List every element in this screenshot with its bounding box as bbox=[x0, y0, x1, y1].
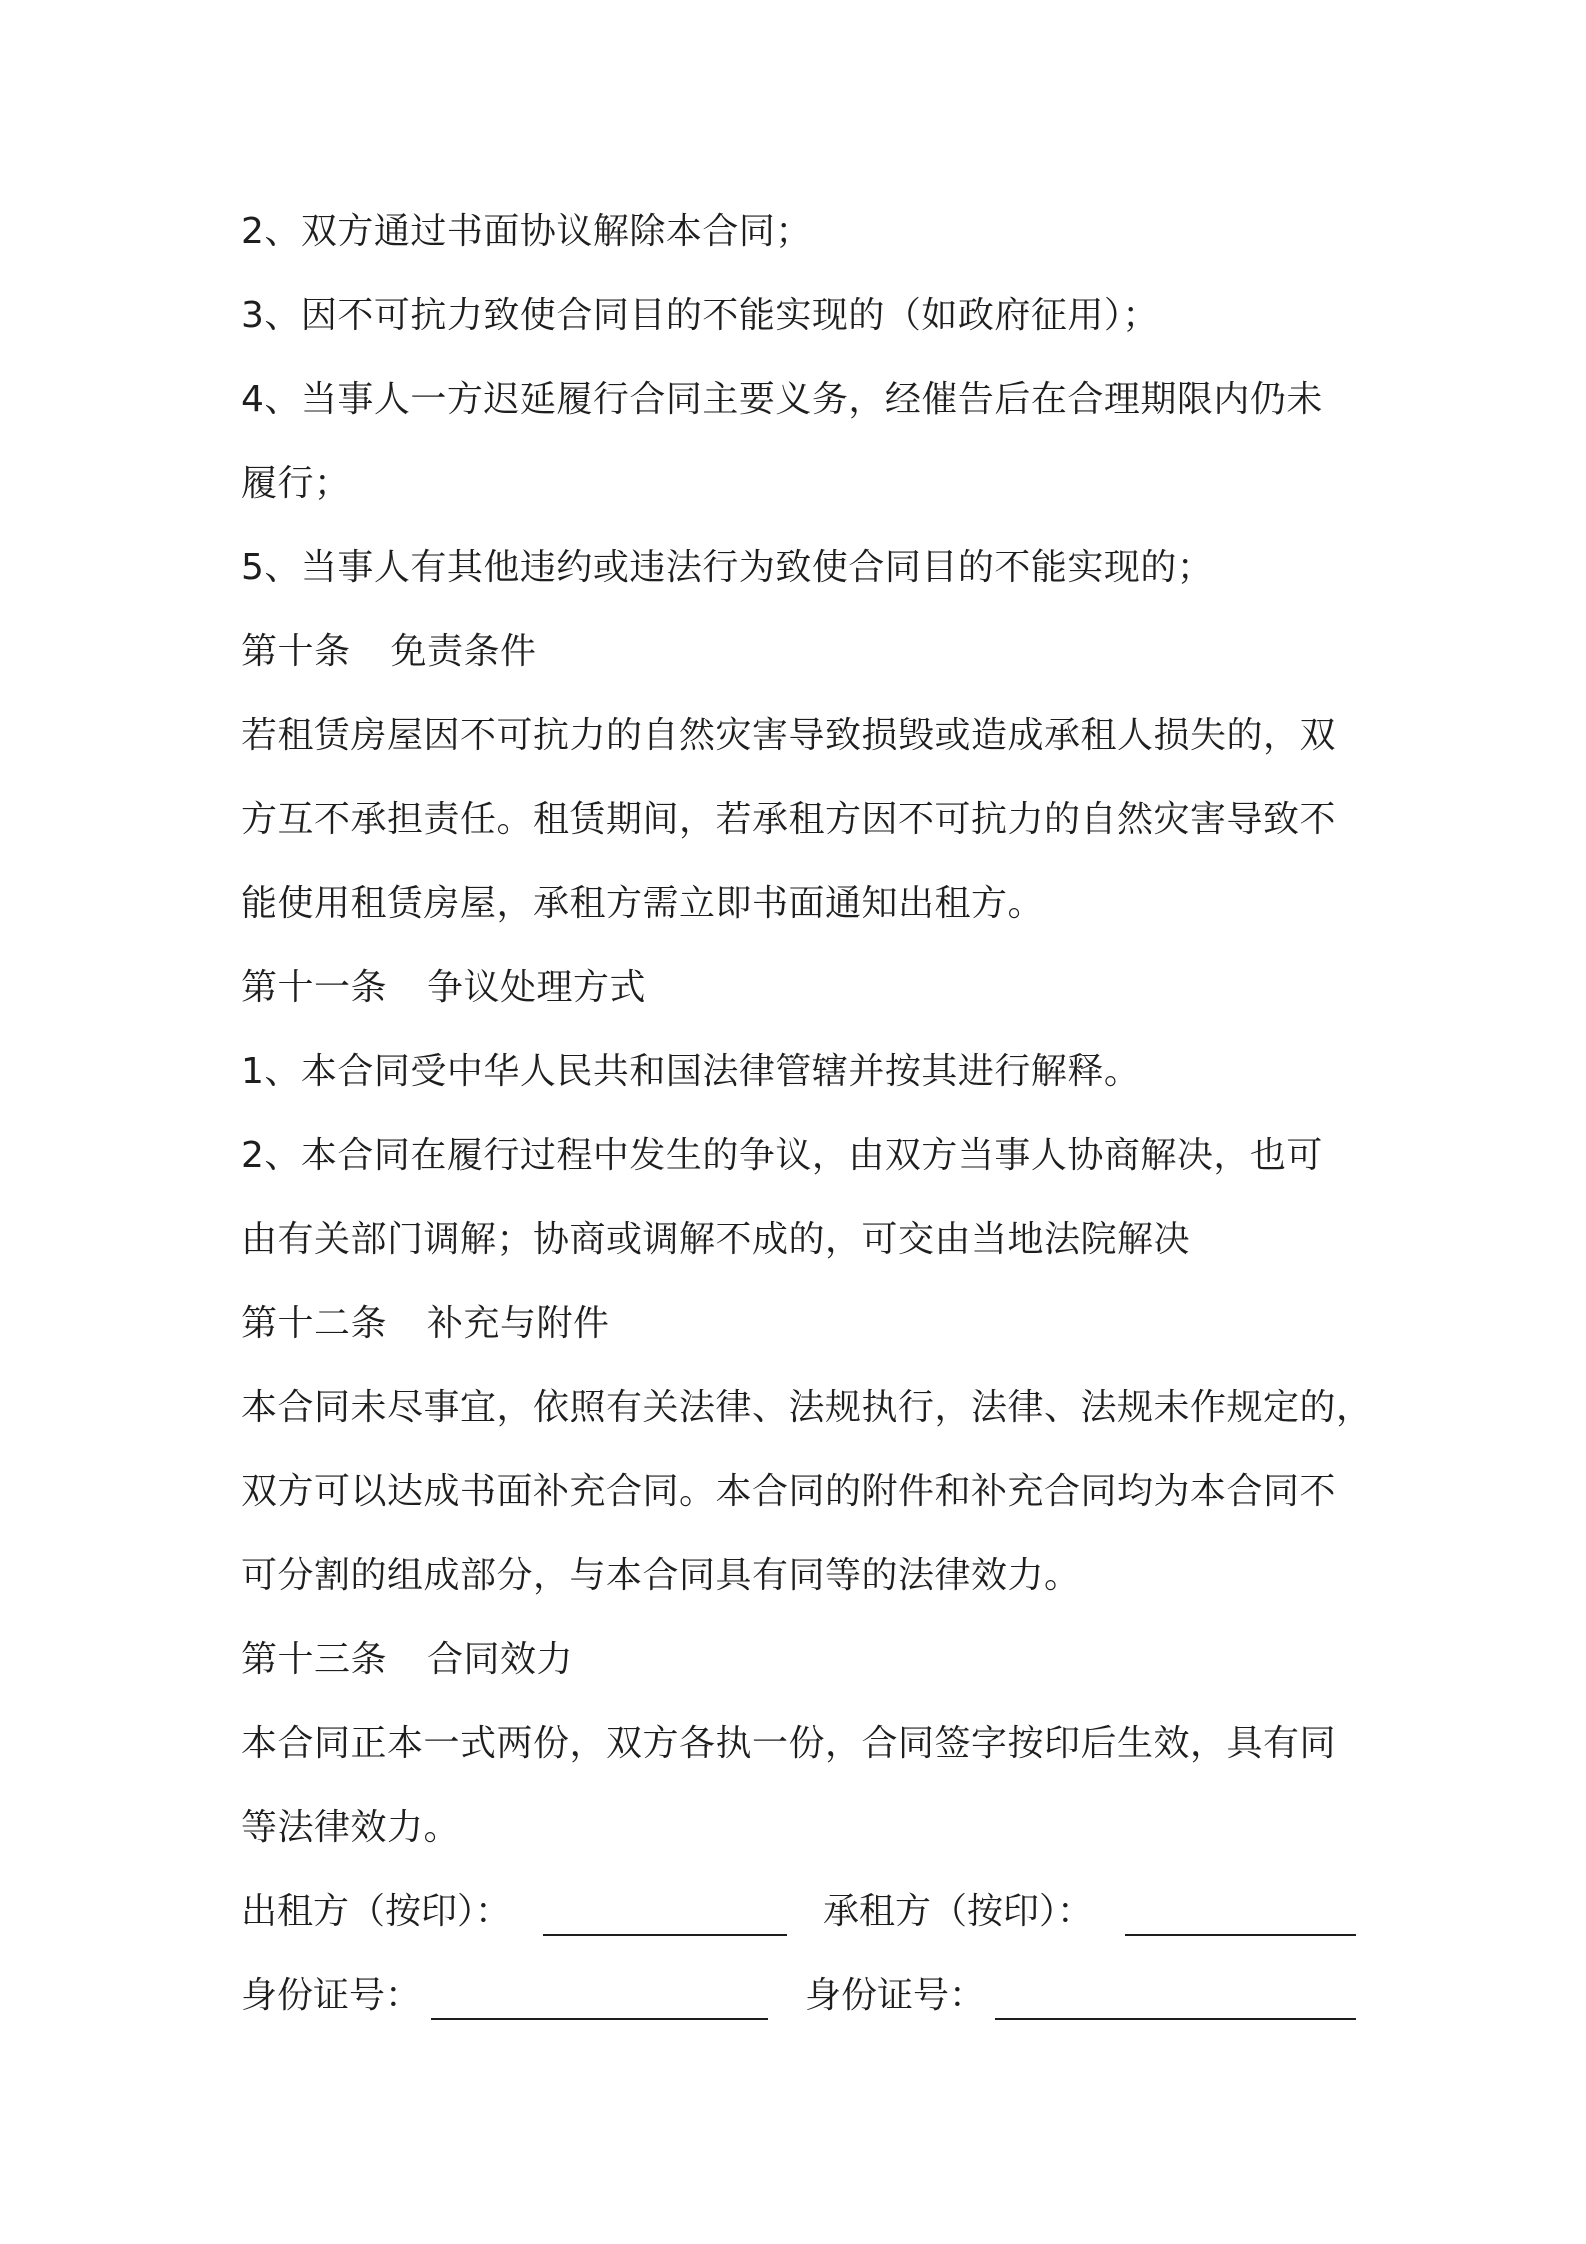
article-13-number: 第十三条 bbox=[241, 1639, 388, 1680]
article-13-text-line: 本合同正本一式两份，双方各执一份，合同签字按印后生效，具有同 bbox=[241, 1723, 1337, 1764]
article-12-text-line: 可分割的组成部分，与本合同具有同等的法律效力。 bbox=[241, 1555, 1081, 1596]
termination-clause-3: 3、因不可抗力致使合同目的不能实现的（如政府征用）； bbox=[241, 295, 1159, 336]
lessor-id-line[interactable] bbox=[431, 2018, 768, 2020]
article-11-title: 争议处理方式 bbox=[427, 967, 647, 1008]
article-10-text-line: 能使用租赁房屋，承租方需立即书面通知出租方。 bbox=[241, 883, 1045, 924]
article-13-text-line: 等法律效力。 bbox=[241, 1807, 461, 1848]
article-12-title: 补充与附件 bbox=[427, 1303, 610, 1344]
termination-clause-4: 4、当事人一方迟延履行合同主要义务，经催告后在合理期限内仍未 bbox=[241, 379, 1323, 420]
signature-row-lessor-lessee bbox=[241, 1870, 1356, 1954]
signature-row-id-numbers bbox=[241, 1954, 1356, 2038]
termination-clause-4-cont: 履行； bbox=[241, 463, 351, 504]
article-10-text-line: 若租赁房屋因不可抗力的自然灾害导致损毁或造成承租人损失的，双 bbox=[241, 715, 1337, 756]
article-12-heading bbox=[241, 1282, 1356, 1366]
lessee-id-line[interactable] bbox=[995, 2018, 1356, 2020]
article-11-number: 第十一条 bbox=[241, 967, 388, 1008]
article-13-heading bbox=[241, 1618, 1356, 1702]
article-11-text-line: 由有关部门调解；协商或调解不成的，可交由当地法院解决 bbox=[241, 1219, 1191, 1260]
article-10-number: 第十条 bbox=[241, 631, 351, 672]
article-12-number: 第十二条 bbox=[241, 1303, 388, 1344]
contract-page bbox=[241, 190, 1373, 2038]
article-11-heading bbox=[241, 946, 1356, 1030]
lessee-label: 承租方（按印）： bbox=[823, 1891, 1094, 1932]
lessee-id-label: 身份证号： bbox=[805, 1975, 986, 2016]
article-12-text-line: 双方可以达成书面补充合同。本合同的附件和补充合同均为本合同不 bbox=[241, 1471, 1337, 1512]
article-11-text-line: 2、本合同在履行过程中发生的争议，由双方当事人协商解决，也可 bbox=[241, 1135, 1323, 1176]
article-13-title: 合同效力 bbox=[427, 1639, 574, 1680]
article-10-text-line: 方互不承担责任。租赁期间，若承租方因不可抗力的自然灾害导致不 bbox=[241, 799, 1337, 840]
article-12-text-line: 本合同未尽事宜，依照有关法律、法规执行，法律、法规未作规定的， bbox=[241, 1387, 1373, 1428]
lessee-signature-line[interactable] bbox=[1125, 1934, 1356, 1936]
article-10-title: 免责条件 bbox=[390, 631, 537, 672]
termination-clause-5: 5、当事人有其他违约或违法行为致使合同目的不能实现的； bbox=[241, 547, 1214, 588]
article-10-heading bbox=[241, 610, 1356, 694]
lessor-id-label: 身份证号： bbox=[241, 1975, 422, 2016]
termination-clause-2: 2、双方通过书面协议解除本合同； bbox=[241, 211, 812, 252]
lessor-signature-line[interactable] bbox=[543, 1934, 787, 1936]
article-11-text-line: 1、本合同受中华人民共和国法律管辖并按其进行解释。 bbox=[241, 1051, 1141, 1092]
lessor-label: 出租方（按印）： bbox=[241, 1891, 512, 1932]
